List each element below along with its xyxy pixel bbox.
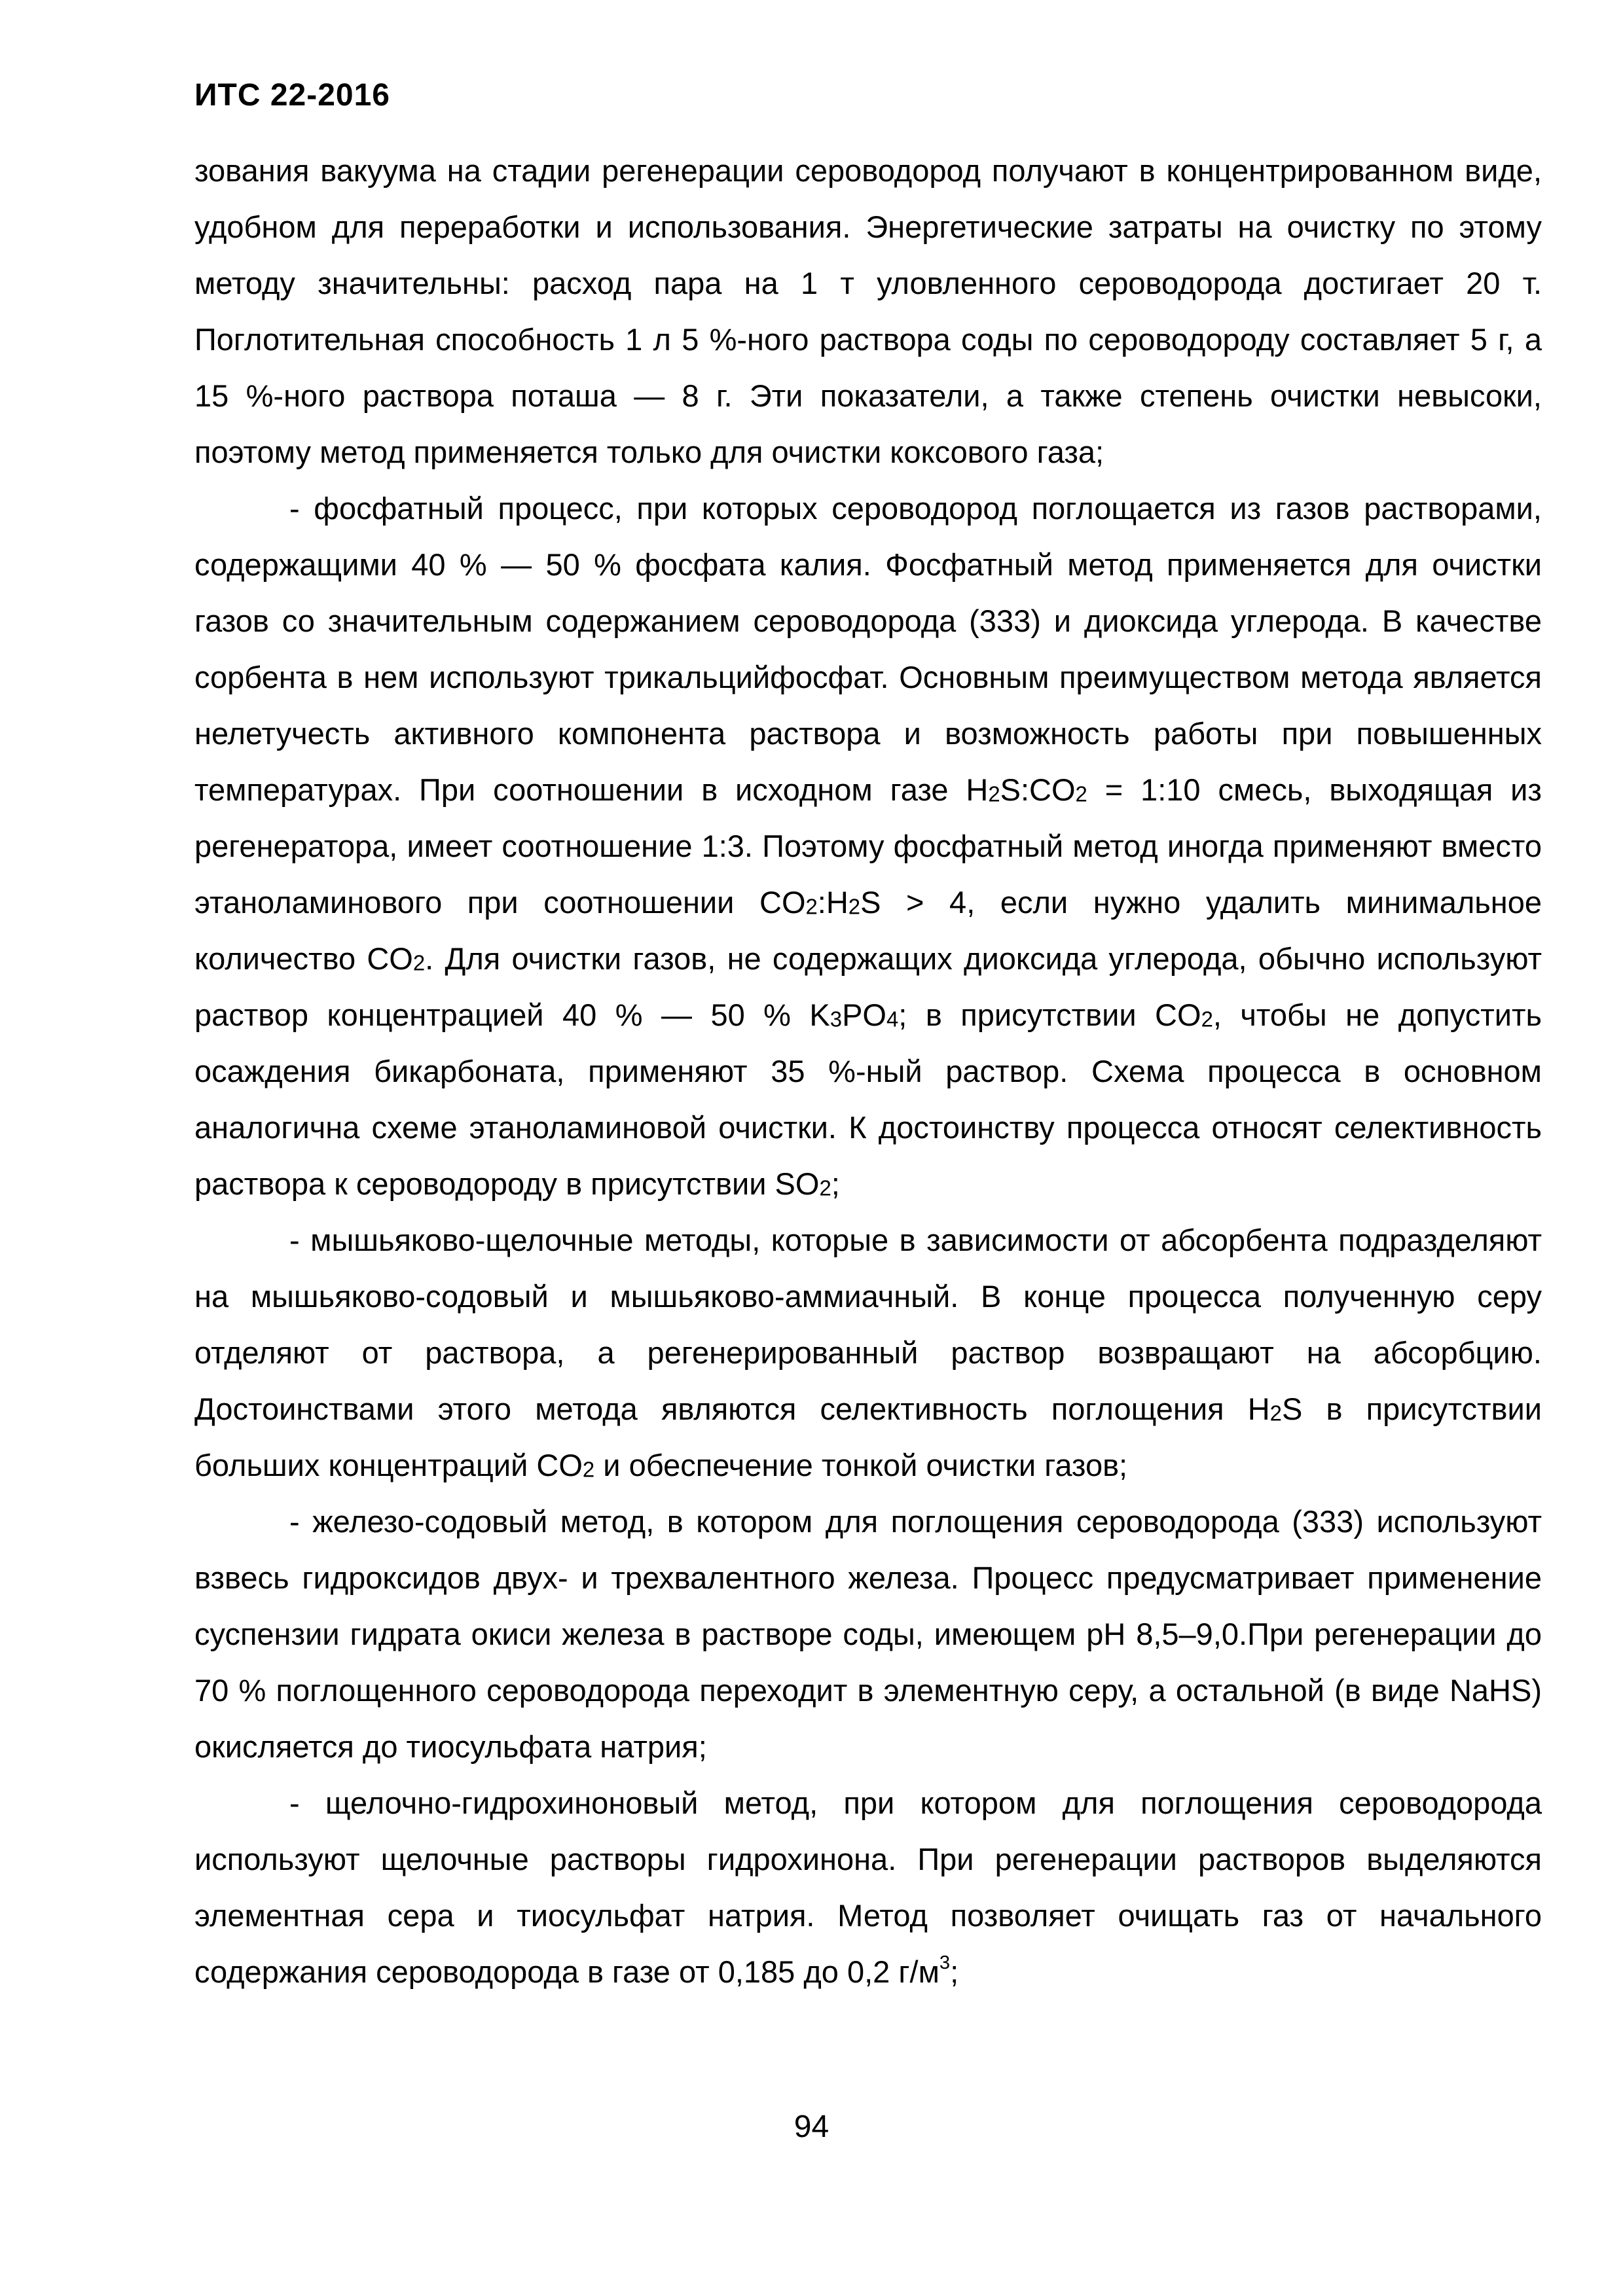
text-segment: и обеспечение тонкой очистки газов; [594,1448,1128,1482]
paragraph [194,1212,1542,1494]
subscript: 2 [1269,1401,1282,1426]
subscript: 2 [988,781,1000,806]
text-segment: - мышьяково-щелочные методы, которые в зависимости от абсорбента подразделяют на мышьяково-содовый и мышьяково-аммиачный. В конце процесса полученную серу отделяют от раствора, а регенерированный раствор возвращают на абсорбцию. Достоинствами этого метода являются селективность поглощения H [194,1223,1542,1426]
text-segment: ; [950,1954,959,1989]
subscript: 3 [830,1007,843,1031]
text-segment: S > 4, если нужно удалить минимальное количество CO [194,885,1542,976]
paragraph [194,480,1542,1212]
text-segment: PO [842,997,886,1032]
paragraph [194,143,1542,480]
paragraph [194,1494,1542,1775]
paragraph [194,1775,1542,2000]
text-segment: :H [817,885,848,920]
page-number: 94 [793,2109,830,2144]
text-segment: S:CO [1000,772,1076,807]
text-segment: , чтобы не допустить осаждения бикарбоната, применяют 35 %-ный раствор. Схема процесса в основном аналогична схеме этаноламиновой очистки. К достоинству процесса относят селективность раствора к сероводороду в присутствии SO [194,997,1542,1201]
text-segment: - железо-содовый метод, в котором для поглощения сероводорода (333) используют взвесь гидроксидов двух- и трехвалентного железа. Процесс предусматривает применение суспензии гидрата окиси железа в растворе соды, имеющем pH 8,5–9,0.При регенерации до 70 % поглощенного сероводорода переходит в элементную серу, а остальной (в виде NaHS) окисляется до тиосульфата натрия; [194,1504,1542,1764]
text-segment: - щелочно-гидрохиноновый метод, при котором для поглощения сероводорода используют щелочные растворы гидрохинона. При регенерации растворов выделяются элементная сера и тиосульфат натрия. Метод позволяет очищать газ от начального содержания сероводорода в газе от 0,185 до 0,2 г/м [194,1785,1542,1989]
text-segment: - фосфатный процесс, при которых сероводород поглощается из газов растворами, содержащими 40 % — 50 % фосфата калия. Фосфатный метод применяется для очистки газов со значительным содержанием сероводорода (333) и диоксида углерода. В качестве сорбента в нем используют трикальцийфосфат. Основным преимуществом метода является нелетучесть активного компонента раствора и возможность работы при повышенных температурах. При соотношении в исходном газе H [194,491,1542,807]
subscript: 2 [1075,781,1087,806]
text-segment: = 1:10 смесь, выходящая из регенератора, имеет соотношение 1:3. Поэтому фосфатный метод иногда применяют вместо этаноламинового при соотношении CO [194,772,1542,920]
subscript: 2 [819,1175,831,1200]
text-segment: S в присутствии больших концентраций CO [194,1391,1542,1482]
subscript: 2 [805,894,818,919]
subscript: 2 [412,950,426,975]
subscript: 2 [1201,1007,1213,1031]
superscript: 3 [939,1952,951,1974]
text-segment: зования вакуума на стадии регенерации сероводород получают в концентрированном виде, удобном для переработки и использования. Энергетические затраты на очистку по этому методу значительны: расход пара на 1 т уловленного сероводорода достигает 20 т. Поглотительная способность 1 л 5 %-ного раствора соды по сероводороду составляет 5 г, а 15 %-ного раствора поташа — 8 г. Эти показатели, а также степень очистки невысоки, поэтому метод применяется только для очистки коксового газа; [194,153,1542,469]
text-segment: ; [831,1166,840,1201]
subscript: 4 [886,1007,899,1031]
subscript: 2 [848,894,861,919]
subscript: 2 [582,1457,595,1482]
document-body [194,143,1542,2000]
text-segment: ; в присутствии CO [898,997,1201,1032]
document-code-header: ИТС 22-2016 [194,78,390,113]
text-segment: . Для очистки газов, не содержащих диоксида углерода, обычно используют раствор концентрацией 40 % — 50 % K [194,941,1542,1032]
